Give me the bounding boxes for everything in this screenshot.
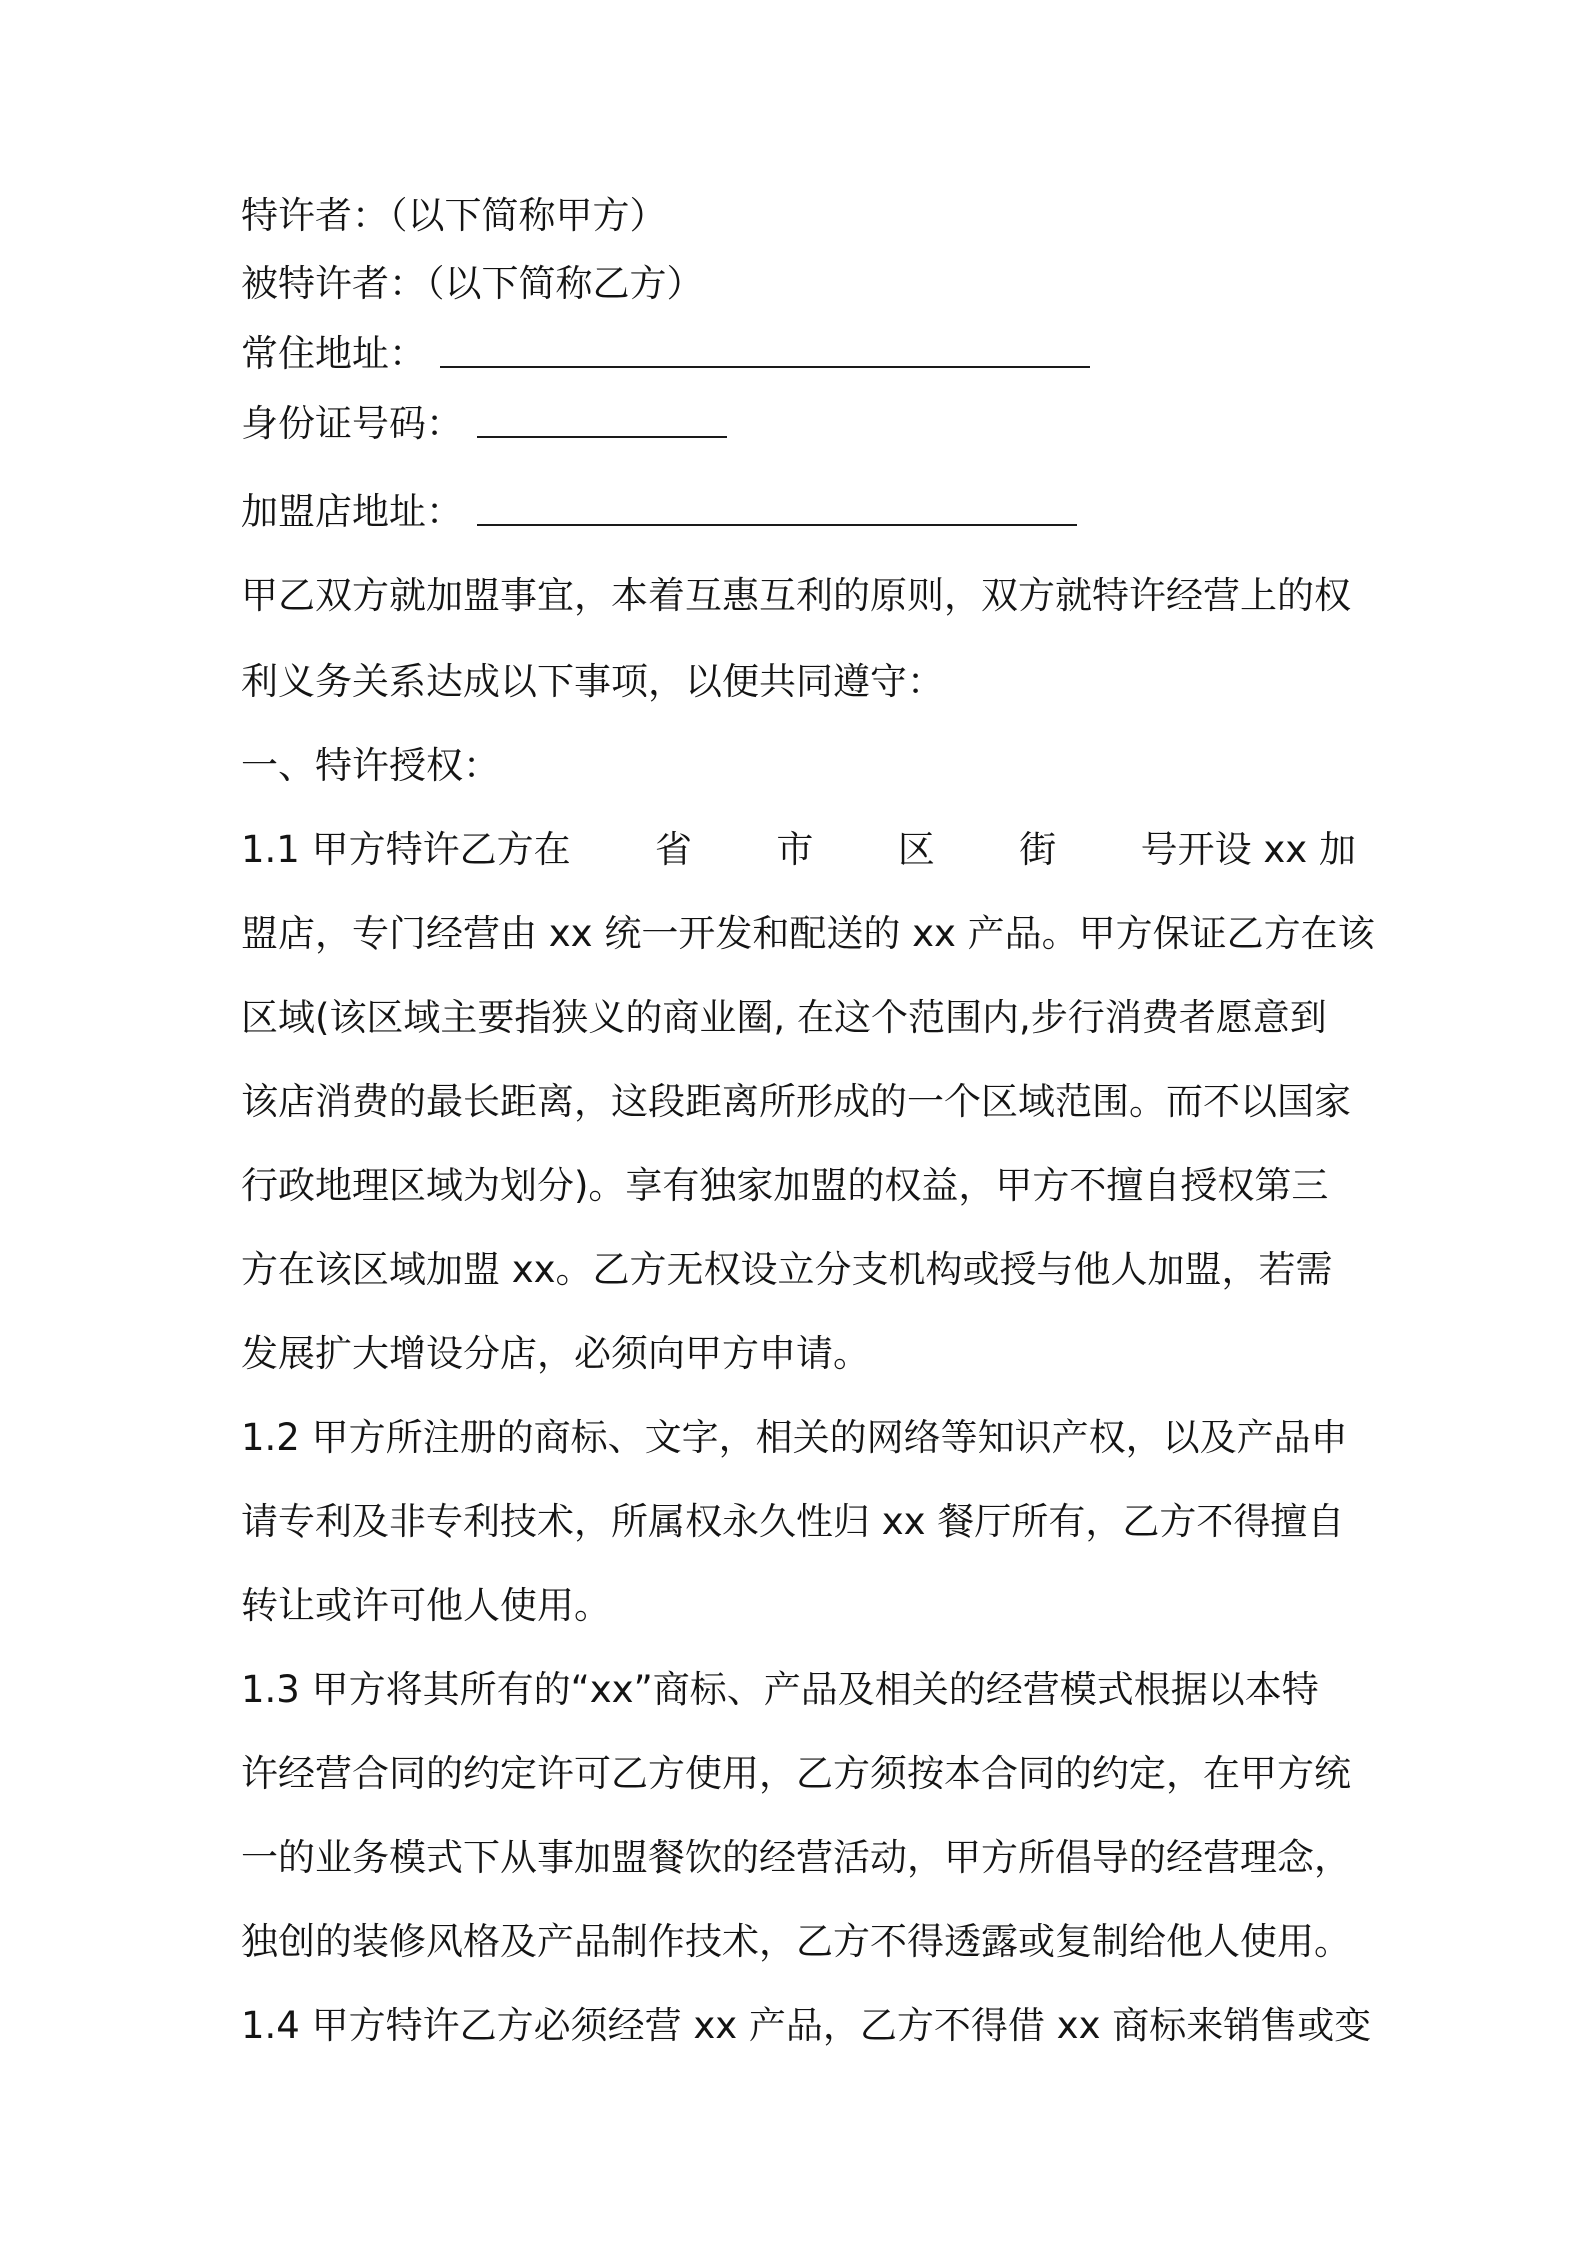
clause-line: 行政地理区域为划分)。享有独家加盟的权益，甲方不擅自授权第三: [241, 1164, 1329, 1207]
clause-line: 发展扩大增设分店，必须向甲方申请。: [241, 1332, 870, 1375]
address-label: 常住地址：: [241, 332, 426, 375]
intro-line: 利义务关系达成以下事项，以便共同遵守：: [241, 660, 944, 703]
section-title: 一、特许授权：: [241, 744, 500, 787]
clause-line: 独创的装修风格及产品制作技术，乙方不得透露或复制给他人使用。: [241, 1920, 1351, 1963]
clause-text-part: 省: [655, 828, 693, 871]
store-address-line: [241, 486, 1077, 538]
clause-line: 1.3 甲方将其所有的“xx”商标、产品及相关的经营模式根据以本特: [241, 1668, 1319, 1711]
clause-line: 1.2 甲方所注册的商标、文字，相关的网络等知识产权，以及产品申: [241, 1416, 1348, 1459]
id-blank: [477, 398, 727, 438]
clause-line: 1.4 甲方特许乙方必须经营 xx 产品，乙方不得借 xx 商标来销售或变: [241, 2004, 1372, 2047]
clause-text-part: 市: [776, 828, 814, 871]
clause-line: 方在该区域加盟 xx。乙方无权设立分支机构或授与他人加盟，若需: [241, 1248, 1333, 1291]
clause-1-1-first-line: [241, 824, 1356, 876]
id-line: [241, 398, 727, 450]
clause-line: 盟店，专门经营由 xx 统一开发和配送的 xx 产品。甲方保证乙方在该: [241, 912, 1375, 955]
clause-line: 许经营合同的约定许可乙方使用，乙方须按本合同的约定，在甲方统: [241, 1752, 1351, 1795]
address-blank: [440, 328, 1090, 368]
clause-line: 该店消费的最长距离，这段距离所形成的一个区域范围。而不以国家: [241, 1080, 1351, 1123]
clause-line: 请专利及非专利技术，所属权永久性归 xx 餐厅所有，乙方不得擅自: [241, 1500, 1345, 1543]
clause-line: 转让或许可他人使用。: [241, 1584, 611, 1627]
store-address-blank: [477, 486, 1077, 526]
clause-line: 区域(该区域主要指狭义的商业圈, 在这个范围内,步行消费者愿意到: [241, 996, 1327, 1039]
intro-line: 甲乙双方就加盟事宜，本着互惠互利的原则，双方就特许经营上的权: [241, 574, 1351, 617]
franchisee-line: 被特许者：（以下简称乙方）: [241, 262, 704, 305]
address-line: [241, 328, 1090, 380]
clause-text-part: 1.1 甲方特许乙方在: [241, 828, 571, 871]
store-address-label: 加盟店地址：: [241, 490, 463, 533]
franchisor-line: 特许者：（以下简称甲方）: [241, 194, 667, 237]
clause-text-part: 街: [1019, 828, 1057, 871]
clause-text-part: 号开设 xx 加: [1140, 828, 1356, 871]
clause-line: 一的业务模式下从事加盟餐饮的经营活动，甲方所倡导的经营理念，: [241, 1836, 1351, 1879]
clause-text-part: 区: [897, 828, 935, 871]
id-label: 身份证号码：: [241, 402, 463, 445]
